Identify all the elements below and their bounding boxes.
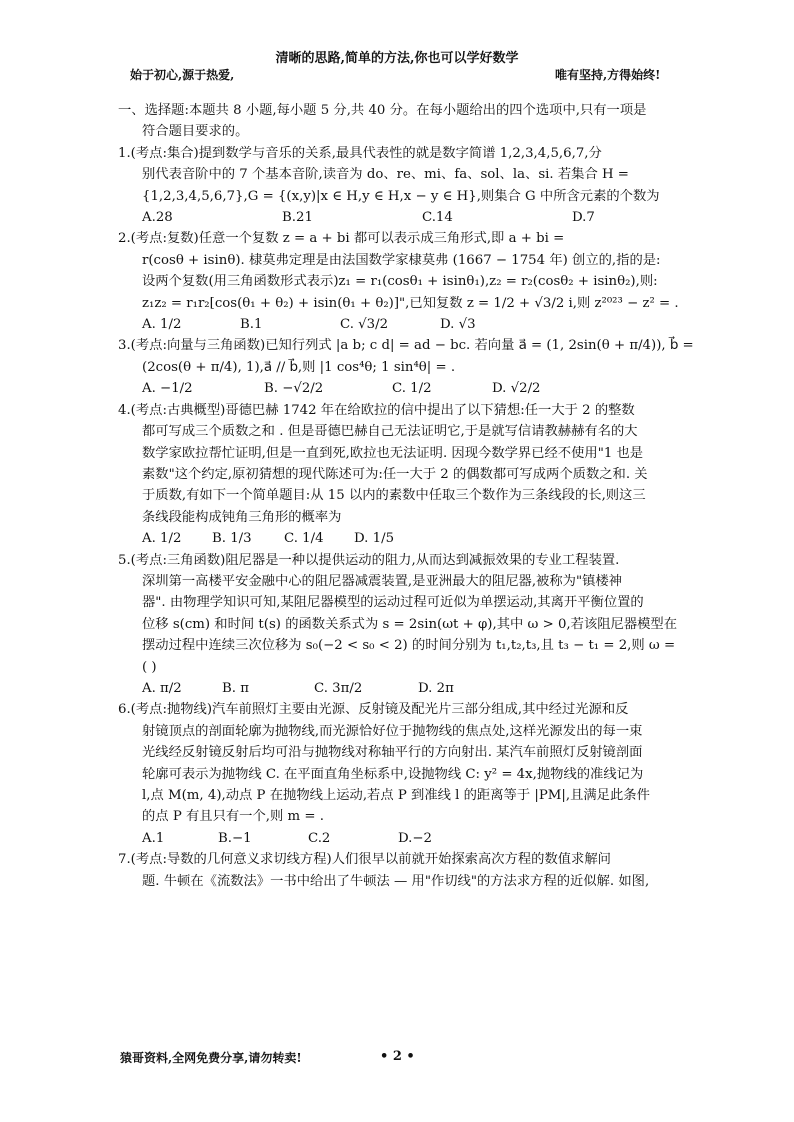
question-text-line: 光线经反射镜反射后均可沿与抛物线对称轴平行的方向射出. 某汽车前照灯反射镜剖面 <box>142 745 643 761</box>
section-line: 符合题目要求的。 <box>142 124 249 140</box>
question-text-line: (2cos(θ + π/4), 1),a⃗ // b⃗,则 |1 cos⁴θ; 1 sin⁴θ| = . <box>142 359 456 375</box>
question-text-line: 题. 牛顿在《流数法》一书中给出了牛顿法 — 用"作切线"的方法求方程的近似解. 如图, <box>142 873 650 889</box>
option-B[interactable]: B. −√2/2 <box>264 381 324 397</box>
question-text-line: {1,2,3,4,5,6,7},G = {(x,y)|x ∈ H,y ∈ H,x − y ∈ H},则集合 G 中所含元素的个数为 <box>142 188 660 204</box>
section-heading <box>118 100 678 143</box>
question-text-line: 摆动过程中连续三次位移为 s₀(−2 < s₀ < 2) 的时间分别为 t₁,t₂,t₃,且 t₃ − t₁ = 2,则 ω = <box>142 638 676 654</box>
question-text-line: 5.(考点:三角函数)阻尼器是一种以提供运动的阻力,从而达到减振效果的专业工程装置. <box>118 552 620 568</box>
options-row <box>118 314 678 335</box>
option-D[interactable]: D.7 <box>572 210 595 226</box>
question-text-line: 1.(考点:集合)提到数学与音乐的关系,最具代表性的就是数字简谱 1,2,3,4,5,6,7,分 <box>118 145 602 161</box>
question-text-line: ( ) <box>142 659 157 675</box>
question-5 <box>118 550 678 700</box>
option-D[interactable]: D. 1/5 <box>354 531 395 547</box>
section-line: 一、选择题:本题共 8 小题,每小题 5 分,共 40 分。在每小题给出的四个选项中,只有一项是 <box>118 103 647 118</box>
question-1 <box>118 143 678 229</box>
option-D[interactable]: D. √2/2 <box>492 381 541 397</box>
question-4 <box>118 400 678 550</box>
option-A[interactable]: A. −1/2 <box>142 381 193 397</box>
question-text-line: 6.(考点:抛物线)汽车前照灯主要由光源、反射镜及配光片三部分组成,其中经过光源和反 <box>118 702 629 718</box>
question-text-line: 位移 s(cm) 和时间 t(s) 的函数关系式为 s = 2sin(ωt + φ),其中 ω > 0,若该阻尼器模型在 <box>142 616 678 632</box>
option-A[interactable]: A. 1/2 <box>142 317 182 333</box>
options-row <box>118 528 678 549</box>
question-text-line: 条线段能构成钝角三角形的概率为 <box>142 509 342 525</box>
option-A[interactable]: A.28 <box>142 210 173 226</box>
options-row <box>118 678 678 699</box>
question-text-line: 于质数,有如下一个简单题目:从 15 以内的素数中任取三个数作为三条线段的长,则这三 <box>142 488 646 504</box>
option-B[interactable]: B.1 <box>240 317 263 333</box>
header-left-motto: 始于初心,源于热爱, <box>130 68 235 82</box>
question-text-line: 7.(考点:导数的几何意义求切线方程)人们很早以前就开始探索高次方程的数值求解问 <box>118 852 611 868</box>
option-D[interactable]: D.−2 <box>398 830 433 846</box>
question-text-line: 3.(考点:向量与三角函数)已知行列式 |a b; c d| = ad − bc. 若向量 a⃗ = (1, 2sin(θ + π/4)), b⃗ = <box>118 338 694 354</box>
header-title: 清晰的思路,简单的方法,你也可以学好数学 <box>275 51 519 66</box>
question-list <box>118 143 694 892</box>
option-A[interactable]: A. π/2 <box>142 680 182 696</box>
option-C[interactable]: C.2 <box>308 830 331 846</box>
option-C[interactable]: C. 1/4 <box>284 531 324 547</box>
question-3 <box>118 335 694 399</box>
page-number: • 2 • <box>380 1049 415 1064</box>
question-text-line: 器". 由物理学知识可知,某阻尼器模型的运动过程可近似为单摆运动,其离开平衡位置的 <box>142 595 644 611</box>
question-text-line: r(cosθ + isinθ). 棣莫弗定理是由法国数学家棣莫弗 (1667 − 1754 年) 创立的,指的是: <box>142 252 661 268</box>
options-row <box>118 207 678 228</box>
question-text-line: l,点 M(m, 4),动点 P 在抛物线上运动,若点 P 到准线 l 的距离等于 |PM|,且满足此条件 <box>142 788 650 803</box>
question-text-line: 设两个复数(用三角函数形式表示)z₁ = r₁(cosθ₁ + isinθ₁),z₂ = r₂(cosθ₂ + isinθ₂),则: <box>142 274 658 290</box>
question-text-line: 都可写成三个质数之和 . 但是哥德巴赫自己无法证明它,于是就写信请教赫赫有名的大 <box>142 424 638 440</box>
option-C[interactable]: C. √3/2 <box>340 317 389 333</box>
options-row <box>118 378 678 399</box>
question-text-line: 素数"这个约定,原初猜想的现代陈述可为:任一大于 2 的偶数都可写成两个质数之和. 关 <box>142 466 648 482</box>
question-text-line: 数学家欧拉帮忙证明,但是一直到死,欧拉也无法证明. 因现今数学界已经不使用"1 也是 <box>142 445 644 461</box>
option-A[interactable]: A. 1/2 <box>142 531 182 547</box>
question-text-line: 2.(考点:复数)任意一个复数 z = a + bi 都可以表示成三角形式,即 a + bi = <box>118 231 565 247</box>
footer-note: 猿哥资料,全网免费分享,请勿转卖! <box>120 1051 302 1065</box>
question-text-line: 轮廓可表示为抛物线 C. 在平面直角坐标系中,设抛物线 C: y² = 4x,抛物线的准线记为 <box>142 766 644 782</box>
option-B[interactable]: B.21 <box>282 210 313 226</box>
question-6 <box>118 699 678 849</box>
option-A[interactable]: A.1 <box>142 830 165 846</box>
question-7 <box>118 849 678 892</box>
header-right-motto: 唯有坚持,方得始终! <box>555 68 661 82</box>
question-text-line: 深圳第一高楼平安金融中心的阻尼器减震装置,是亚洲最大的阻尼器,被称为"镇楼神 <box>142 573 622 589</box>
question-text-line: 别代表音阶中的 7 个基本音阶,读音为 do、re、mi、fa、sol、la、si. 若集合 H = <box>142 167 629 183</box>
option-C[interactable]: C.14 <box>422 210 453 226</box>
exam-content <box>118 100 694 892</box>
question-text-line: 的点 P 有且只有一个,则 m = . <box>142 809 324 825</box>
question-text-line: 4.(考点:古典概型)哥德巴赫 1742 年在给欧拉的信中提出了以下猜想:任一大于 2 的整数 <box>118 402 635 418</box>
option-B[interactable]: B. π <box>222 680 249 696</box>
question-text-line: z₁z₂ = r₁r₂[cos(θ₁ + θ₂) + isin(θ₁ + θ₂)]",已知复数 z = 1/2 + √3/2 i,则 z²⁰²³ − z² = . <box>142 295 679 311</box>
question-2 <box>118 228 678 335</box>
options-row <box>118 828 678 849</box>
question-text-line: 射镜顶点的剖面轮廓为抛物线,而光源恰好位于抛物线的焦点处,这样光源发出的每一束 <box>142 723 643 739</box>
option-C[interactable]: C. 1/2 <box>392 381 432 397</box>
option-D[interactable]: D. √3 <box>440 317 476 333</box>
option-D[interactable]: D. 2π <box>418 680 454 696</box>
option-C[interactable]: C. 3π/2 <box>314 680 363 696</box>
option-B[interactable]: B. 1/3 <box>212 531 252 547</box>
option-B[interactable]: B.−1 <box>218 830 252 846</box>
